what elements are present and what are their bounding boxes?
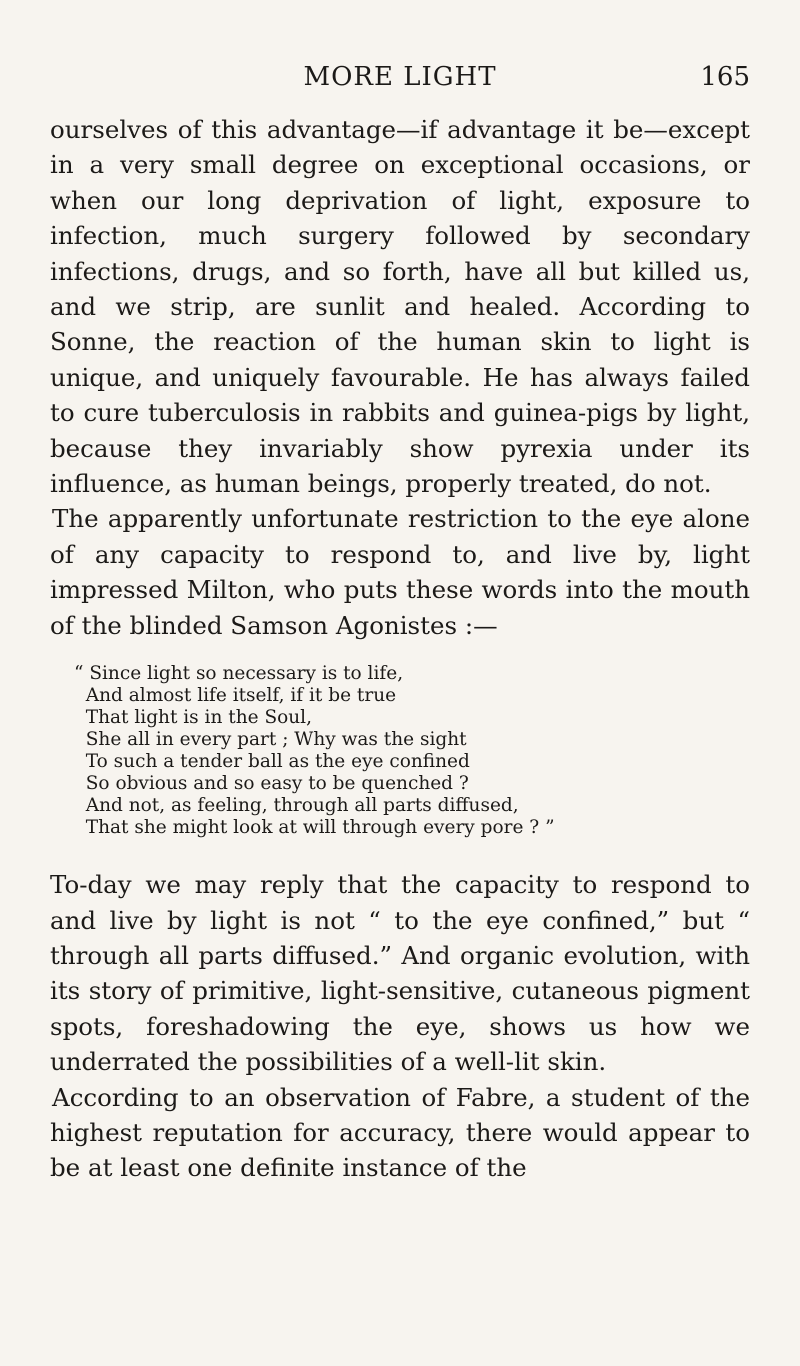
paragraph-3: To-day we may reply that the capacity to respond to and live by light is not “ to the eye confined,” but “ through all parts diffused.” And organic evolution, with its story of primitive, light-sensitive, cutaneous pigment spots, foreshadowing the eye, shows us how we underrated the possibilities of a well-lit skin. [50, 870, 750, 1077]
poem-line: “ Since light so necessary is to life, [74, 663, 404, 685]
poem-line: She all in every part ; Why was the sight [74, 729, 467, 751]
poem-line: And almost life itself, if it be true [74, 685, 397, 707]
poem-line: That light is in the Soul, [74, 707, 312, 729]
book-page [50, 62, 750, 1186]
page-number: 165 [700, 62, 750, 92]
poem-line: So obvious and so easy to be quenched ? [74, 773, 469, 795]
paragraph-4: According to an observation of Fabre, a student of the highest reputation for accuracy, there would appear to be at least one definite instance of the [50, 1082, 750, 1183]
paragraph-2: The apparently unfortunate restriction to the eye alone of any capacity to respond to, and live by, light impressed Milton, who puts these words into the mouth of the blinded Samson Agonistes :— [50, 504, 750, 640]
poem-line: That she might look at will through every pore ? ” [74, 817, 555, 839]
paragraph-1: ourselves of this advantage—if advantage it be—except in a very small degree on exceptional occasions, or when our long deprivation of light, exposure to infection, much surgery followed by secondary infections, drugs, and so forth, have all but killed us, and we strip, are sunlit and healed. According to Sonne, the reaction of the human skin to light is unique, and uniquely favourable. He has always failed to cure tuberculosis in rabbits and guinea-pigs by light, because they invariably show pyrexia under its influence, as human beings, properly treated, do not. [50, 115, 750, 499]
poem-line: To such a tender ball as the eye confined [74, 751, 470, 773]
running-title: MORE LIGHT [303, 62, 497, 92]
running-header [50, 62, 750, 102]
poem-line: And not, as feeling, through all parts diffused, [74, 795, 519, 817]
poem-quotation [74, 663, 750, 839]
